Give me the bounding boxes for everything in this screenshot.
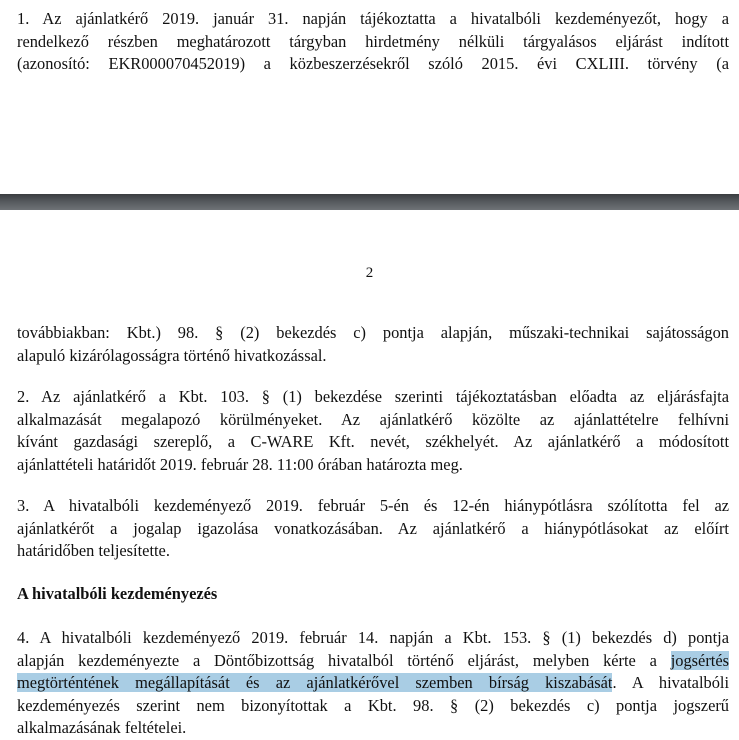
- paragraph-1: [17, 8, 729, 76]
- text-line: kezdeményezés szerint nem bizonyítottak a Kbt. 98. § (2) bekezdés c) pontja jogszerű: [17, 695, 729, 715]
- page-break-divider: [0, 194, 739, 210]
- highlighted-text: megtörténtének megállapítását és az ajánlatkérővel szemben bírság kiszabását: [17, 673, 613, 692]
- text-segment: alapján kezdeményezte a Döntőbizottság hivatalból történő eljárást, melyben kérte a: [17, 650, 671, 670]
- paragraph-4: [17, 627, 729, 740]
- section-heading: A hivatalbóli kezdeményezés: [17, 584, 218, 603]
- text-segment: . A hivatalbóli: [612, 673, 729, 692]
- text-line: 1. Az ajánlatkérő 2019. január 31. napján tájékoztatta a hivatalbóli kezdeményezőt, hogy a: [17, 9, 729, 28]
- paragraph-1-continued: [17, 322, 729, 367]
- text-line: [17, 672, 729, 695]
- text-line: kívánt gazdasági szereplő, a C-WARE Kft. nevét, székhelyét. Az ajánlatkérő a módosított: [17, 432, 729, 451]
- text-line: alkalmazását megalapozó körülményeket. Az ajánlatkérő közölte az ajánlattételre felhívni: [17, 409, 729, 429]
- text-line: határidőben teljesítette.: [17, 541, 170, 560]
- paragraph-3: [17, 495, 729, 563]
- text-line: rendelkező részben meghatározott tárgyban hirdetmény nélküli tárgyalásos eljárást indított: [17, 31, 729, 51]
- text-line: (azonosító: EKR000070452019) a közbeszerzésekről szóló 2015. évi CXLIII. törvény (a: [17, 54, 729, 73]
- text-line: 3. A hivatalbóli kezdeményező 2019. február 5-én és 12-én hiánypótlásra szólította fel az: [17, 496, 729, 515]
- highlighted-text: jogsértés: [670, 650, 729, 670]
- text-line: 2. Az ajánlatkérő a Kbt. 103. § (1) bekezdése szerinti tájékoztatásban előadta az eljárásfajta: [17, 387, 729, 406]
- text-line: [17, 650, 729, 673]
- text-line: ajánlattételi határidőt 2019. február 28. 11:00 órában határozta meg.: [17, 454, 463, 474]
- text-line: továbbiakban: Kbt.) 98. § (2) bekezdés c) pontja alapján, műszaki-technikai sajátosságon: [17, 323, 729, 342]
- text-line: alkalmazásának feltételei.: [17, 718, 187, 737]
- paragraph-2: [17, 386, 729, 476]
- previous-page: [0, 0, 739, 195]
- text-line: 4. A hivatalbóli kezdeményező 2019. február 14. napján a Kbt. 153. § (1) bekezdés d) pontja: [17, 628, 729, 647]
- page-number: 2: [365, 265, 374, 281]
- text-line: ajánlatkérőt a jogalap igazolása vonatkozásában. Az ajánlatkérő a hiánypótlásokat az előírt: [17, 518, 729, 538]
- text-line: alapuló kizárólagosságra történő hivatkozással.: [17, 345, 327, 365]
